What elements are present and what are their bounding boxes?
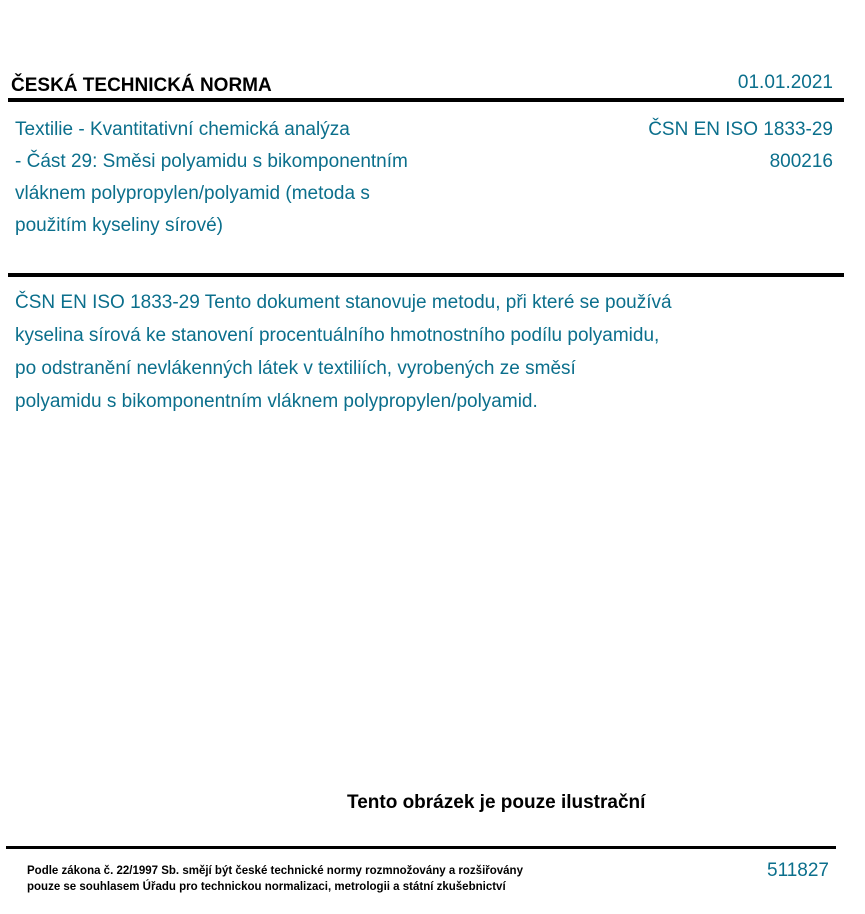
abstract-line: kyselina sírová ke stanovení procentuálního hmotnostního podílu polyamidu, [15,325,660,346]
illustrative-note: Tento obrázek je pouze ilustrační [347,792,646,813]
standard-code: ČSN EN ISO 1833-29 [648,119,833,140]
standard-title-line: použitím kyseliny sírové) [15,215,224,236]
abstract-line: po odstranění nevlákenných látek v textiliích, vyrobených ze směsí [15,358,576,379]
norm-heading: ČESKÁ TECHNICKÁ NORMA [11,75,272,96]
standard-title [15,114,485,242]
legal-notice [27,863,523,895]
document-number: 511827 [767,860,829,881]
middle-divider [8,273,844,277]
bottom-divider [6,846,836,849]
standard-identifiers [648,114,833,178]
standard-title-line: Textilie - Kvantitativní chemická analýza [15,119,350,140]
standard-title-line: - Část 29: Směsi polyamidu s bikomponentním [15,151,408,172]
abstract-line: ČSN EN ISO 1833-29 Tento dokument stanovuje metodu, při které se používá [15,292,672,313]
effective-date: 01.01.2021 [737,72,833,93]
legal-notice-line: pouze se souhlasem Úřadu pro technickou normalizaci, metrologii a státní zkušebnictví [27,881,506,893]
abstract-line: polyamidu s bikomponentním vláknem polypropylen/polyamid. [15,391,538,412]
top-divider [8,98,844,102]
abstract-text [15,286,672,418]
standard-title-line: vláknem polypropylen/polyamid (metoda s [15,183,370,204]
class-number: 800216 [769,151,833,172]
legal-notice-line: Podle zákona č. 22/1997 Sb. smějí být české technické normy rozmnožovány a rozšiřovány [27,865,523,877]
